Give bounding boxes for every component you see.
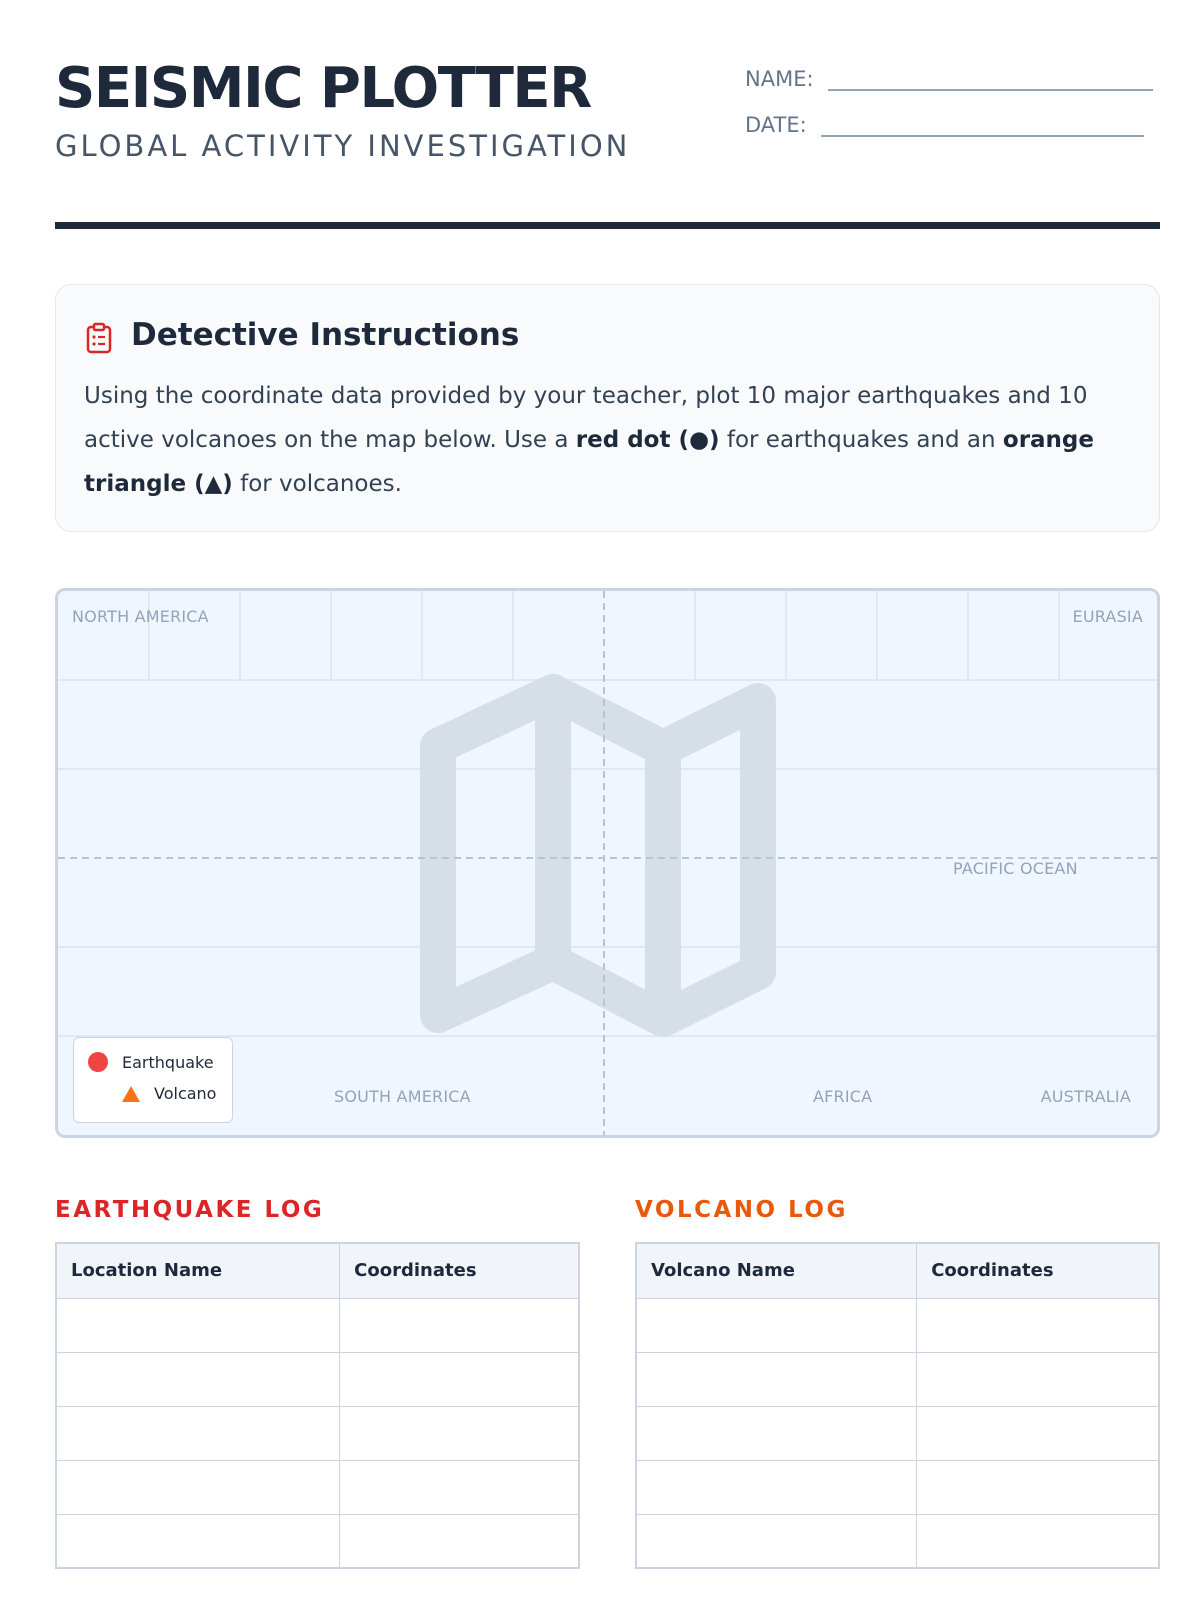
instructions-text: Using the coordinate data provided by your teacher, plot 10 major earthquakes and 10 active volcanoes on the map below. Use a red dot (●) for earthquakes and an orange triangle (▲) for volcanoes. bbox=[84, 383, 1094, 497]
table-row bbox=[636, 1352, 1159, 1406]
red-dot-icon bbox=[88, 1052, 108, 1072]
table-cell[interactable] bbox=[56, 1460, 340, 1514]
table-row bbox=[56, 1406, 579, 1460]
name-line[interactable] bbox=[828, 61, 1153, 91]
table-cell[interactable] bbox=[636, 1406, 917, 1460]
page-subtitle: GLOBAL ACTIVITY INVESTIGATION bbox=[55, 129, 631, 163]
world-map-plot-area[interactable] bbox=[55, 588, 1160, 1138]
orange-triangle-emphasis: orange triangle (▲) bbox=[84, 427, 1094, 497]
table-row bbox=[56, 1298, 579, 1352]
volcano-log-title: VOLCANO LOG bbox=[635, 1197, 848, 1223]
table-cell[interactable] bbox=[917, 1352, 1159, 1406]
table-cell[interactable] bbox=[56, 1298, 340, 1352]
name-label: NAME: bbox=[745, 67, 814, 91]
table-row bbox=[56, 1352, 579, 1406]
table-row bbox=[636, 1406, 1159, 1460]
region-label-eurasia: EURASIA bbox=[1072, 607, 1143, 626]
table-cell[interactable] bbox=[340, 1352, 579, 1406]
table-row bbox=[636, 1298, 1159, 1352]
region-label-south-america: SOUTH AMERICA bbox=[334, 1087, 471, 1106]
region-label-africa: AFRICA bbox=[813, 1087, 873, 1106]
region-label-north-america: NORTH AMERICA bbox=[72, 607, 209, 626]
map-legend bbox=[73, 1037, 233, 1123]
table-cell[interactable] bbox=[636, 1298, 917, 1352]
worksheet-header bbox=[55, 55, 1160, 175]
date-label: DATE: bbox=[745, 113, 807, 137]
clipboard-icon bbox=[86, 322, 112, 354]
region-label-australia: AUSTRALIA bbox=[1040, 1087, 1131, 1106]
date-line[interactable] bbox=[821, 107, 1144, 137]
earthquake-log-title: EARTHQUAKE LOG bbox=[55, 1197, 325, 1223]
table-cell[interactable] bbox=[56, 1406, 340, 1460]
volcano-log-table bbox=[635, 1242, 1160, 1569]
table-cell[interactable] bbox=[340, 1514, 579, 1568]
column-header-coordinates: Coordinates bbox=[340, 1243, 579, 1298]
legend-volcano: Volcano bbox=[122, 1084, 216, 1103]
name-field[interactable] bbox=[745, 61, 1153, 91]
page-title: SEISMIC PLOTTER bbox=[55, 56, 591, 121]
table-cell[interactable] bbox=[636, 1514, 917, 1568]
table-cell[interactable] bbox=[917, 1406, 1159, 1460]
red-dot-emphasis: red dot (●) bbox=[575, 427, 720, 453]
region-label-pacific-ocean: PACIFIC OCEAN bbox=[953, 859, 1078, 878]
table-cell[interactable] bbox=[340, 1298, 579, 1352]
instructions-title: Detective Instructions bbox=[131, 317, 520, 353]
instructions-card bbox=[55, 284, 1160, 532]
legend-earthquake: Earthquake bbox=[88, 1052, 214, 1072]
table-cell[interactable] bbox=[917, 1298, 1159, 1352]
table-row bbox=[636, 1460, 1159, 1514]
map-icon bbox=[438, 692, 758, 1019]
table-cell[interactable] bbox=[636, 1460, 917, 1514]
date-field[interactable] bbox=[745, 107, 1144, 137]
table-cell[interactable] bbox=[56, 1352, 340, 1406]
header-divider bbox=[55, 222, 1160, 229]
table-row bbox=[56, 1460, 579, 1514]
table-cell[interactable] bbox=[636, 1352, 917, 1406]
column-header-coordinates: Coordinates bbox=[917, 1243, 1159, 1298]
column-header-volcano-name: Volcano Name bbox=[636, 1243, 917, 1298]
table-cell[interactable] bbox=[917, 1460, 1159, 1514]
orange-triangle-icon bbox=[122, 1086, 140, 1102]
table-cell[interactable] bbox=[56, 1514, 340, 1568]
earthquake-log-table bbox=[55, 1242, 580, 1569]
column-header-location-name: Location Name bbox=[56, 1243, 340, 1298]
table-cell[interactable] bbox=[340, 1460, 579, 1514]
table-row bbox=[636, 1514, 1159, 1568]
table-cell[interactable] bbox=[340, 1406, 579, 1460]
table-cell[interactable] bbox=[917, 1514, 1159, 1568]
table-row bbox=[56, 1514, 579, 1568]
